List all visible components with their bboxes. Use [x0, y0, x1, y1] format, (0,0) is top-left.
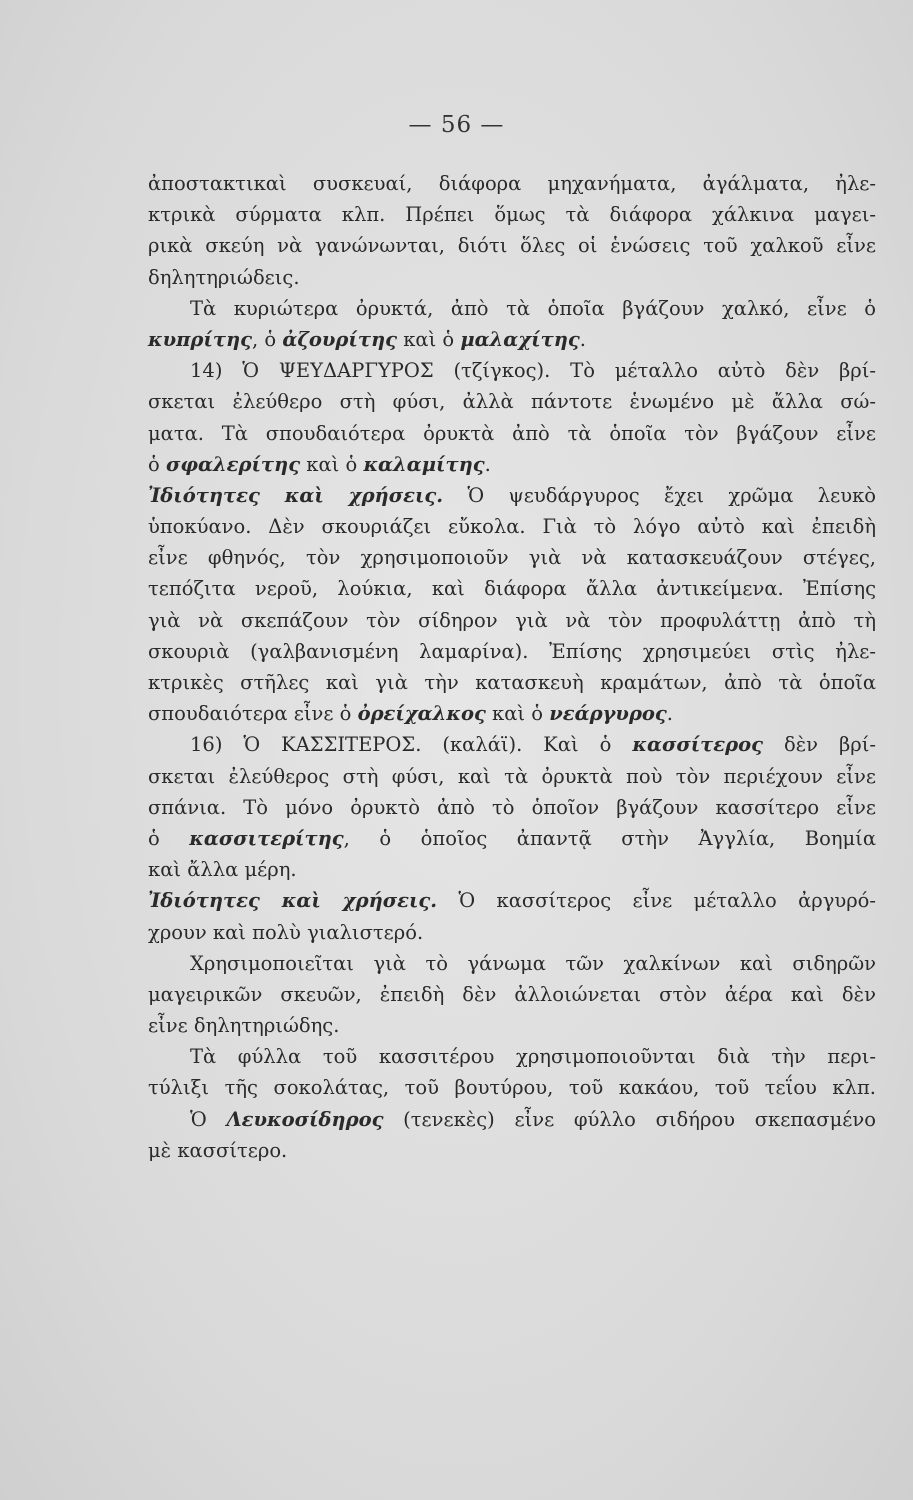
mineral-term: ἀζουρίτης [282, 327, 398, 351]
text-line: κυπρίτης, ὁ ἀζουρίτης καὶ ὁ μαλαχίτης. [148, 327, 586, 351]
subheading: Ἰδιότητες καὶ χρήσεις. [148, 483, 444, 507]
text-line: Τὰ φύλλα τοῦ κασσιτέρου χρησιμοποιοῦνται διὰ τὴν περι- [190, 1045, 876, 1069]
text-line: τύλιξι τῆς σοκολάτας, τοῦ βουτύρου, τοῦ κακάου, τοῦ τεΐου κλπ. [148, 1076, 876, 1100]
text-line: καὶ ἄλλα μέρη. [148, 858, 297, 882]
mineral-term: κυπρίτης [148, 327, 252, 351]
mineral-term: μαλαχίτης [460, 327, 580, 351]
text-line: Ὁ Λευκοσίδηρος (τενεκὲς) εἶνε φύλλο σιδήρου σκεπασμένο [190, 1107, 876, 1131]
mineral-term: σφαλερίτης [165, 452, 301, 476]
text-line: σπάνια. Τὸ μόνο ὀρυκτὸ ἀπὸ τὸ ὁποῖον βγάζουν κασσίτερο εἶνε [148, 795, 876, 819]
text-line: ὁ κασσιτερίτης, ὁ ὁποῖος ἀπαντᾷ στὴν Ἀγγλία, Βοημία [148, 826, 876, 850]
mineral-term: καλαμίτης [363, 452, 485, 476]
text-line: σκεται ἐλεύθερος στὴ φύσι, καὶ τὰ ὀρυκτὰ ποὺ τὸν περιέχουν εἶνε [148, 764, 876, 788]
text-line: ὑποκύανο. Δὲν σκουριάζει εὔκολα. Γιὰ τὸ λόγο αὐτὸ καὶ ἐπειδὴ [148, 515, 876, 539]
mineral-term: Λευκοσίδηρος [226, 1107, 384, 1131]
text-line: ὁ σφαλερίτης καὶ ὁ καλαμίτης. [148, 452, 491, 476]
text-line: δηλητηριώδεις. [148, 265, 300, 289]
text-line: εἶνε δηλητηριώδης. [148, 1014, 340, 1038]
mineral-term: κασσιτερίτης [189, 826, 344, 850]
text-line: μὲ κασσίτερο. [148, 1138, 288, 1162]
text-line: γιὰ νὰ σκεπάζουν τὸν σίδηρον γιὰ νὰ τὸν προφυλάττῃ ἀπὸ τὴ [148, 608, 876, 632]
text-line: σπουδαιότερα εἶνε ὁ ὀρείχαλκος καὶ ὁ νεάργυρος. [148, 702, 673, 726]
mineral-term: ὀρείχαλκος [357, 702, 486, 726]
text-line: Ἰδιότητες καὶ χρήσεις. Ὁ κασσίτερος εἶνε μέταλλο ἀργυρό- [148, 889, 876, 913]
mineral-term: νεάργυρος [549, 702, 667, 726]
text-line: σκεται ἐλεύθερο στὴ φύσι, ἀλλὰ πάντοτε ἑνωμένο μὲ ἄλλα σώ- [148, 390, 876, 414]
text-line: μαγειρικῶν σκευῶν, ἐπειδὴ δὲν ἀλλοιώνεται στὸν ἀέρα καὶ δὲν [148, 982, 876, 1006]
text-line: Χρησιμοποιεῖται γιὰ τὸ γάνωμα τῶν χαλκίνων καὶ σιδηρῶν [190, 951, 876, 975]
text-line: ἀποστακτικαὶ συσκευαί, διάφορα μηχανήματα, ἀγάλματα, ἠλε- [148, 172, 876, 195]
text-line: εἶνε φθηνός, τὸν χρησιμοποιοῦν γιὰ νὰ κατασκευάζουν στέγες, [148, 546, 876, 570]
text-line: χρουν καὶ πολὺ γιαλιστερό. [148, 920, 424, 944]
text-line: κτρικὲς στῆλες καὶ γιὰ τὴν κατασκευὴ κραμάτων, ἀπὸ τὰ ὁποῖα [148, 671, 876, 694]
text-line: Ἰδιότητες καὶ χρήσεις. Ὁ ψευδάργυρος ἔχει χρῶμα λευκὸ [148, 483, 876, 507]
text-line: κτρικὰ σύρματα κλπ. Πρέπει ὅμως τὰ διάφορα χάλκινα μαγει- [148, 203, 876, 227]
page-number: — 56 — [408, 112, 505, 138]
text-line: σκουριὰ (γαλβανισμένη λαμαρίνα). Ἐπίσης χρησιμεύει στὶς ἠλε- [148, 639, 876, 663]
text-line: τεπόζιτα νεροῦ, λούκια, καὶ διάφορα ἄλλα ἀντικείμενα. Ἐπίσης [148, 577, 876, 601]
subheading: Ἰδιότητες καὶ χρήσεις. [148, 889, 438, 913]
text-line: Τὰ κυριώτερα ὀρυκτά, ἀπὸ τὰ ὁποῖα βγάζουν χαλκό, εἶνε ὁ [190, 296, 876, 320]
text-line: ματα. Τὰ σπουδαιότερα ὀρυκτὰ ἀπὸ τὰ ὁποῖα τὸν βγάζουν εἶνε [148, 421, 876, 445]
section-heading-line: 16) Ὁ ΚΑΣΣΙΤΕΡΟΣ. (καλάϊ). Καὶ ὁ κασσίτερος δὲν βρί- [190, 733, 876, 757]
body-text [148, 168, 876, 1166]
mineral-term: κασσίτερος [632, 733, 763, 757]
section-heading-line: 14) Ὁ ΨΕΥΔΑΡΓΥΡΟΣ (τζίγκος). Τὸ μέταλλο αὐτὸ δὲν βρί- [190, 359, 876, 383]
text-line: ρικὰ σκεύη νὰ γανώνωνται, διότι ὅλες οἱ ἑνώσεις τοῦ χαλκοῦ εἶνε [148, 234, 876, 258]
